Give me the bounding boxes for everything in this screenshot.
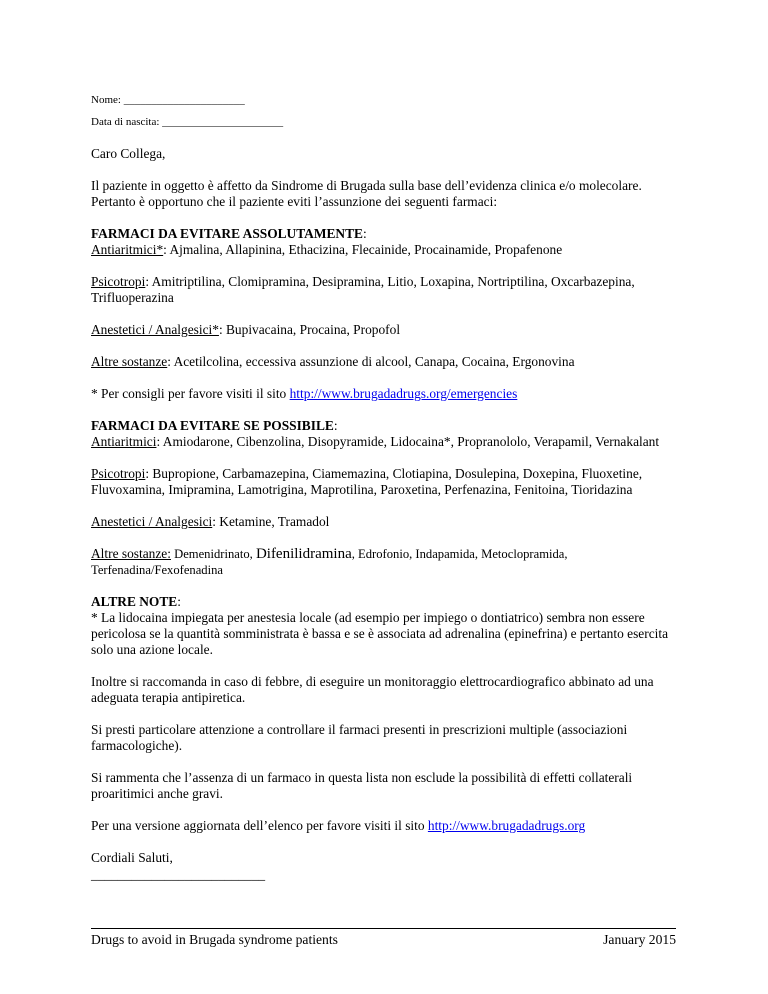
prescriptions-note: Si presti particolare attenzione a controllare il farmaci presenti in prescrizioni multiple (associazioni farmacologiche). (91, 722, 628, 753)
other-notes: ALTRE NOTE: * La lidocaina impiegata per anestesia locale (ad esempio per impiego o dontiatrico) sembra non essere pericolosa se la quantità somministrata è bassa e se è associata ad adrenalina (epinefrina) e pertanto esercita solo una azione locale. (91, 594, 669, 657)
category-label: Psicotropi (91, 274, 146, 289)
drug-list: : Amiodarone, Cibenzolina, Disopyramide, Lidocaina*, Propranololo, Verapamil, Vernakalant (156, 434, 660, 449)
drug-list: Demenidrinato, (170, 547, 256, 561)
drug-list: : Bupivacaina, Procaina, Propofol (218, 322, 401, 337)
category-label: Psicotropi (91, 466, 146, 481)
lidocaine-note: * La lidocaina impiegata per anestesia locale (ad esempio per impiego o dontiatrico) sembra non essere pericolosa se la quantità somministrata è bassa e se è associata ad adrenalina (epinefrina) e pertanto esercita solo una azione locale. (91, 610, 669, 657)
category-label: Antiaritmici* (91, 242, 164, 257)
fever-note: Inoltre si raccomanda in caso di febbre, di eseguire un monitoraggio elettrocardiografico abbinato ad una adeguata terapia antipiretica. (91, 674, 654, 705)
category-label: Anestetici / Analgesici* (91, 322, 219, 337)
category-label: Anestetici / Analgesici (91, 514, 213, 529)
category-label: Altre sostanze (91, 354, 168, 369)
birthdate-field: Data di nascita: ______________________ (91, 116, 284, 128)
footer-date: January 2015 (603, 932, 676, 947)
drug-list: Difenilidramina (255, 546, 352, 562)
emergency-note: * Per consigli per favore visiti il sito http://www.brugadadrugs.org/emergencies (91, 386, 518, 401)
name-field: Nome: ______________________ (91, 94, 245, 106)
footer (91, 928, 676, 948)
category-label: Antiaritmici (91, 434, 157, 449)
section-avoid-absolutely: FARMACI DA EVITARE ASSOLUTAMENTE: Antiaritmici*: Ajmalina, Allapinina, Ethacizina, Flecainide, Procainamide, Propafenone (91, 226, 563, 257)
section-title: FARMACI DA EVITARE ASSOLUTAMENTE (91, 226, 363, 241)
intro-paragraph: Il paziente in oggetto è affetto da Sindrome di Brugada sulla base dell’evidenza clinica e/o molecolare. Pertanto è opportuno che il paziente eviti l’assunzione dei seguenti farmaci: (91, 178, 642, 209)
greeting: Caro Collega, (91, 146, 166, 161)
category-label: Altre sostanze: (91, 546, 171, 561)
section-avoid-if-possible: FARMACI DA EVITARE SE POSSIBILE: Antiaritmici: Amiodarone, Cibenzolina, Disopyramide, Lidocaina*, Propranololo, Verapamil, Vernakalant (91, 418, 660, 449)
letter-body (91, 0, 676, 866)
section-title: FARMACI DA EVITARE SE POSSIBILE (91, 418, 334, 433)
drug-list: : Ketamine, Tramadol (212, 514, 330, 529)
signature-line: __________________________ (91, 867, 266, 882)
drug-list: : Ajmalina, Allapinina, Ethacizina, Flecainide, Procainamide, Propafenone (163, 242, 563, 257)
drug-list: : Amitriptilina, Clomipramina, Desipramina, Litio, Loxapina, Nortriptilina, Oxcarbazepina, Trifluoperazina (91, 274, 635, 305)
brugadadrugs-link[interactable]: http://www.brugadadrugs.org (427, 818, 586, 833)
closing: Cordiali Saluti, (91, 850, 173, 865)
drug-list: , Edrofonio, Indapamida, Metoclopramida, Terfenadina/Fexofenadina (91, 547, 568, 577)
section-title: ALTRE NOTE (91, 594, 178, 609)
footer-title: Drugs to avoid in Brugada syndrome patients (91, 932, 338, 947)
absence-note: Si rammenta che l’assenza di un farmaco in questa lista non esclude la possibilità di effetti collaterali proaritimici anche gravi. (91, 770, 633, 801)
updated-version-note: Per una versione aggiornata dell’elenco per favore visiti il sito http://www.brugadadrugs.org (91, 818, 586, 833)
drug-list: : Bupropione, Carbamazepina, Ciamemazina, Clotiapina, Dosulepina, Doxepina, Fluoxetine, Fluvoxamina, Imipramina, Lamotrigina, Maprotilina, Paroxetina, Perfenazina, Fenitoina, Tioridazina (91, 466, 643, 497)
drug-list: : Acetilcolina, eccessiva assunzione di alcool, Canapa, Cocaina, Ergonovina (167, 354, 575, 369)
emergencies-link[interactable]: http://www.brugadadrugs.org/emergencies (289, 386, 518, 401)
